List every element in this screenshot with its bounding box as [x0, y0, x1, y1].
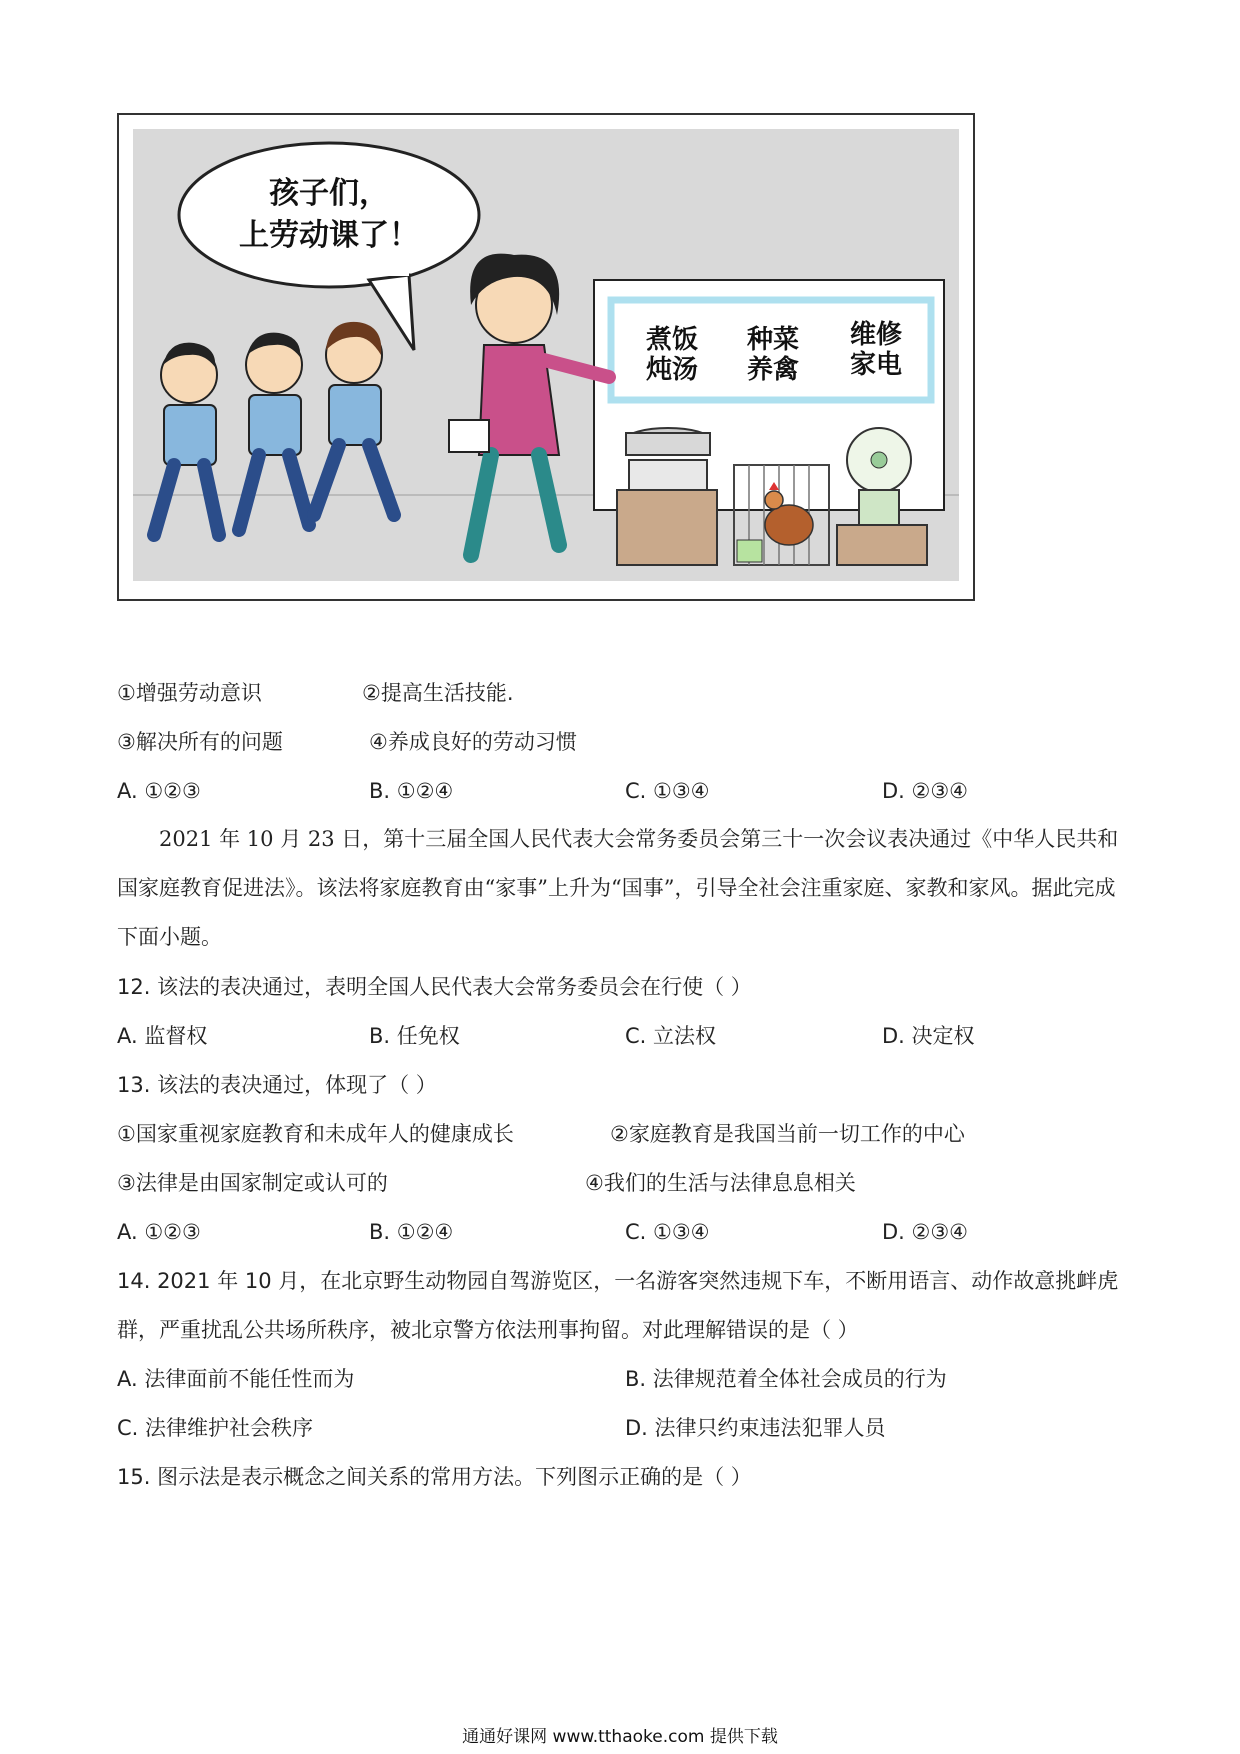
material-text: 2021 年 10 月 23 日，第十三届全国人民代表大会常务委员会第三十一次会议表决通过《中华人民共和国家庭教育促进法》。该法将家庭教育由“家事”上升为“国事”，引导全社会注重家庭、家教和家风。据此完成下面小题。	[117, 827, 1119, 949]
board-item-1b: 炖汤	[645, 355, 699, 385]
q11-statement-2: ②提高生活技能.	[362, 681, 514, 705]
q14-stem-line-2: 群，严重扰乱公共场所秩序，被北京警方依法刑事拘留。对此理解错误的是（ ）	[117, 1318, 859, 1342]
board-item-2b: 养禽	[746, 355, 800, 385]
q14-option-c: C. 法律维护社会秩序	[117, 1416, 314, 1440]
board-item-3b: 家电	[849, 350, 903, 380]
q14-option-a: A. 法律面前不能任性而为	[117, 1367, 355, 1391]
q13-statement-2: ②家庭教育是我国当前一切工作的中心	[610, 1122, 965, 1146]
q11-statement-3: ③解决所有的问题	[117, 730, 283, 754]
q12-option-a: A. 监督权	[117, 1024, 208, 1048]
q13-statement-1: ①国家重视家庭教育和未成年人的健康成长	[117, 1122, 514, 1146]
labor-class-cartoon	[117, 113, 975, 601]
q13-statement-4: ④我们的生活与法律息息相关	[585, 1171, 856, 1195]
q13-statement-3: ③法律是由国家制定或认可的	[117, 1171, 388, 1195]
q14-stem-line-1: 14. 2021 年 10 月，在北京野生动物园自驾游览区，一名游客突然违规下车，不断用语言、动作故意挑衅虎	[117, 1269, 1119, 1293]
board-item-3a: 维修	[849, 320, 903, 350]
board-item-2a: 种菜	[746, 325, 800, 355]
q13-stem: 13. 该法的表决通过，体现了（ ）	[117, 1073, 437, 1097]
q14-option-b: B. 法律规范着全体社会成员的行为	[625, 1367, 947, 1391]
cartoon-drawing	[119, 115, 973, 599]
speech-line-1: 孩子们，	[269, 176, 389, 211]
q11-statement-1: ①增强劳动意识	[117, 681, 262, 705]
q13-option-c: C. ①③④	[625, 1220, 710, 1244]
q12-option-b: B. 任免权	[369, 1024, 460, 1048]
q13-option-b: B. ①②④	[369, 1220, 454, 1244]
q13-option-d: D. ②③④	[882, 1220, 968, 1244]
q11-option-b: B. ①②④	[369, 779, 454, 803]
q15-stem: 15. 图示法是表示概念之间关系的常用方法。下列图示正确的是（ ）	[117, 1465, 752, 1489]
q14-option-d: D. 法律只约束违法犯罪人员	[625, 1416, 886, 1440]
q11-statement-4: ④养成良好的劳动习惯	[369, 730, 577, 754]
board-item-1a: 煮饭	[645, 325, 699, 355]
q11-option-d: D. ②③④	[882, 779, 968, 803]
q12-option-c: C. 立法权	[625, 1024, 717, 1048]
page-footer: 通通好课网 www.tthaoke.com 提供下载	[462, 1727, 778, 1747]
q11-option-a: A. ①②③	[117, 779, 201, 803]
q11-option-c: C. ①③④	[625, 779, 710, 803]
material-paragraph	[117, 815, 1127, 962]
q13-option-a: A. ①②③	[117, 1220, 201, 1244]
speech-line-2: 上劳动课了！	[239, 218, 419, 253]
q12-stem: 12. 该法的表决通过，表明全国人民代表大会常务委员会在行使（ ）	[117, 975, 752, 999]
q12-option-d: D. 决定权	[882, 1024, 975, 1048]
